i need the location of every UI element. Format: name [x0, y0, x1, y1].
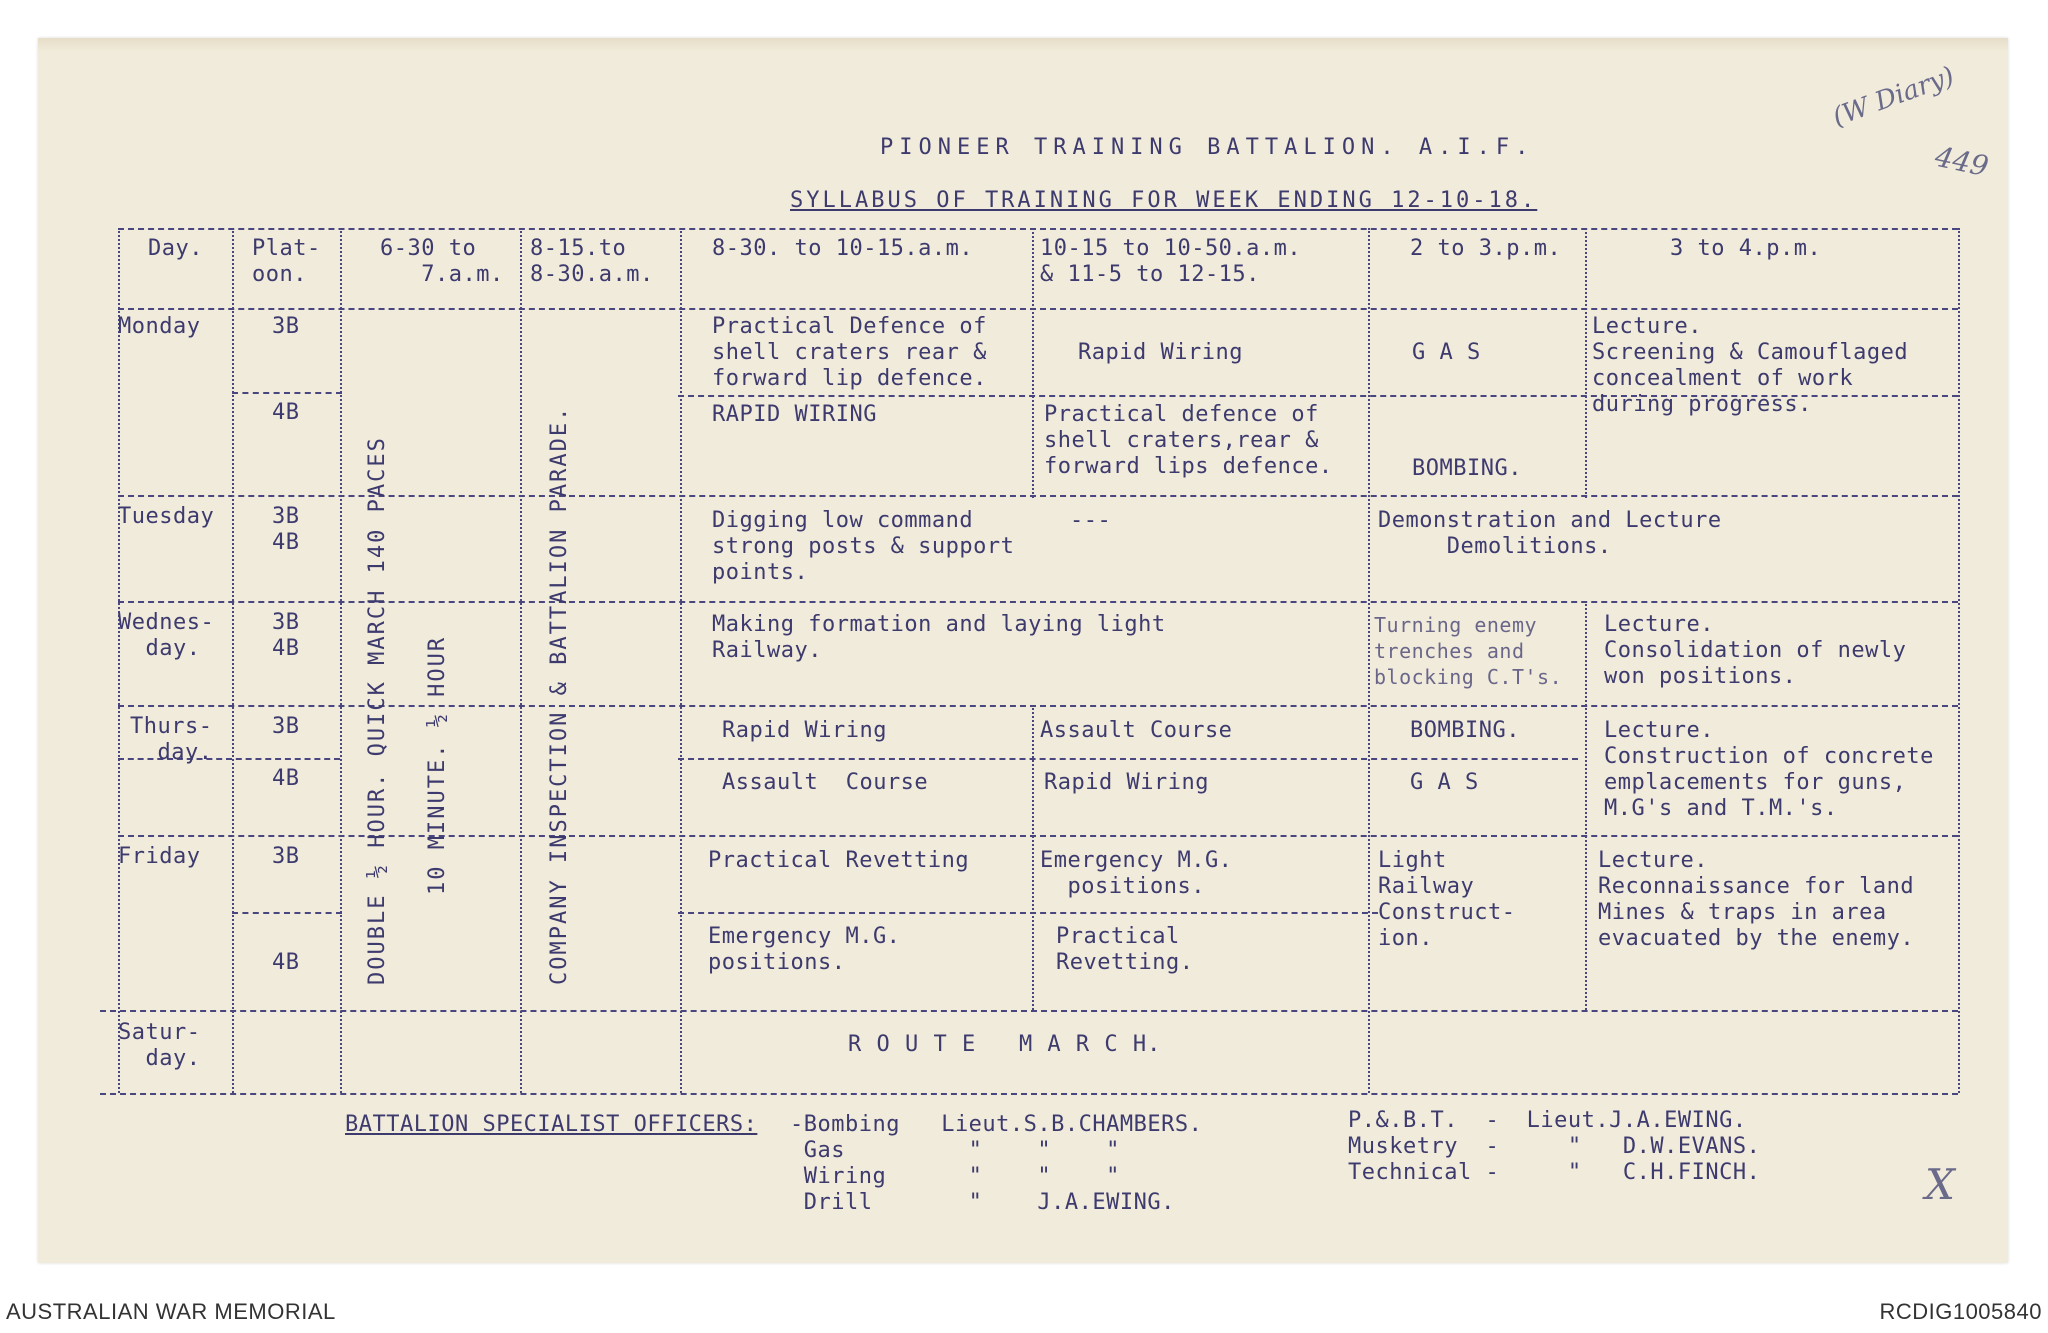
cell-saturday: R O U T E M A R C H.: [848, 1032, 1162, 1057]
cell-wed-t5: Turning enemy trenches and blocking C.T's.: [1374, 613, 1563, 689]
cell-fri-3b-t3: Practical Revetting: [708, 848, 970, 873]
cell-thu-3b-t5: BOMBING.: [1410, 718, 1520, 743]
officers-right: P.&.B.T. - Lieut.J.A.EWING. Musketry - " D.W.EVANS. Technical - " C.H.FINCH.: [1348, 1108, 1761, 1185]
vertical-text-minute: 10 MINUTE. ½ HOUR: [425, 635, 450, 895]
cell-mon-4b-t4: Practical defence of shell craters,rear & forward lips defence.: [1044, 402, 1333, 479]
cell-tue-t3: Digging low command strong posts & support points.: [712, 508, 1015, 585]
cell-mon-3b-t3: Practical Defence of shell craters rear & forward lip defence.: [712, 314, 987, 391]
officers-heading: BATTALION SPECIALIST OFFICERS:: [345, 1112, 758, 1137]
header-platoon: Plat- oon.: [252, 236, 321, 287]
cell-mon-3b-t4: Rapid Wiring: [1078, 340, 1243, 365]
header-time-1: 6-30 to 7.a.m.: [380, 236, 504, 287]
day-wednesday: Wednes- day.: [118, 610, 215, 661]
cell-thu-3b-t4: Assault Course: [1040, 718, 1233, 743]
cell-tue-t56: Demonstration and Lecture Demolitions.: [1378, 508, 1722, 559]
day-tuesday: Tuesday: [118, 504, 215, 529]
cell-wed-t34: Making formation and laying light Railway.: [712, 612, 1166, 663]
cell-mon-3b-t5: G A S: [1412, 340, 1481, 365]
platoon-mon-b: 4B: [272, 400, 300, 425]
header-time-4: 10-15 to 10-50.a.m. & 11-5 to 12-15.: [1040, 236, 1302, 287]
cell-wed-t6: Lecture. Consolidation of newly won positions.: [1604, 612, 1907, 689]
officers-left: -Bombing Lieut.S.B.CHAMBERS. Gas " " " Wiring " " " Drill " J.A.EWING.: [790, 1112, 1203, 1215]
cell-fri-3b-t4: Emergency M.G. positions.: [1040, 848, 1233, 899]
platoon-wed: 3B 4B: [272, 610, 300, 661]
header-time-5: 2 to 3.p.m.: [1410, 236, 1562, 261]
cell-mon-4b-t5: BOMBING.: [1412, 456, 1522, 481]
header-time-6: 3 to 4.p.m.: [1670, 236, 1822, 261]
document-title: PIONEER TRAINING BATTALION. A.I.F.: [880, 135, 1535, 160]
pencil-side-mark: X: [1925, 1160, 1955, 1209]
cell-thu-4b-t3: Assault Course: [722, 770, 929, 795]
cell-tue-t4: ---: [1070, 508, 1112, 533]
cell-thu-t6: Lecture. Construction of concrete emplacements for guns, M.G's and T.M.'s.: [1604, 718, 1934, 821]
footer-record-id: RCDIG1005840: [1879, 1299, 2042, 1324]
cell-thu-4b-t5: G A S: [1410, 770, 1479, 795]
cell-mon-4b-t3: RAPID WIRING: [712, 402, 877, 427]
platoon-thu-b: 4B: [272, 766, 300, 791]
pencil-folio-number: 449: [1932, 139, 1992, 184]
platoon-thu-a: 3B: [272, 714, 300, 739]
day-friday: Friday: [118, 844, 201, 869]
cell-thu-4b-t4: Rapid Wiring: [1044, 770, 1209, 795]
pencil-note-war-diary: (W Diary): [1828, 61, 1959, 133]
header-time-2: 8-15.to 8-30.a.m.: [530, 236, 654, 287]
platoon-fri-b: 4B: [272, 950, 300, 975]
day-thursday: Thurs- day.: [130, 714, 213, 765]
header-time-3: 8-30. to 10-15.a.m.: [712, 236, 974, 261]
cell-fri-t5: Light Railway Construct- ion.: [1378, 848, 1516, 951]
platoon-fri-a: 3B: [272, 844, 300, 869]
platoon-tue: 3B 4B: [272, 504, 300, 555]
cell-thu-3b-t3: Rapid Wiring: [722, 718, 887, 743]
cell-mon-t6: Lecture. Screening & Camouflaged concealment of work during progress.: [1592, 314, 1909, 417]
header-day: Day.: [148, 236, 203, 261]
footer-archive-name: AUSTRALIAN WAR MEMORIAL: [6, 1299, 336, 1324]
cell-fri-4b-t4: Practical Revetting.: [1056, 924, 1194, 975]
cell-fri-t6: Lecture. Reconnaissance for land Mines & traps in area evacuated by the enemy.: [1598, 848, 1915, 951]
vertical-text-parade: COMPANY INSPECTION & BATTALION PARADE.: [547, 405, 572, 985]
platoon-mon-a: 3B: [272, 314, 300, 339]
cell-fri-4b-t3: Emergency M.G. positions.: [708, 924, 901, 975]
day-saturday: Satur- day.: [118, 1020, 201, 1071]
day-monday: Monday: [118, 314, 201, 339]
vertical-text-march: DOUBLE ½ HOUR. QUICK MARCH 140 PACES: [365, 436, 390, 985]
document-subtitle: SYLLABUS OF TRAINING FOR WEEK ENDING 12-10-18.: [790, 188, 1538, 213]
